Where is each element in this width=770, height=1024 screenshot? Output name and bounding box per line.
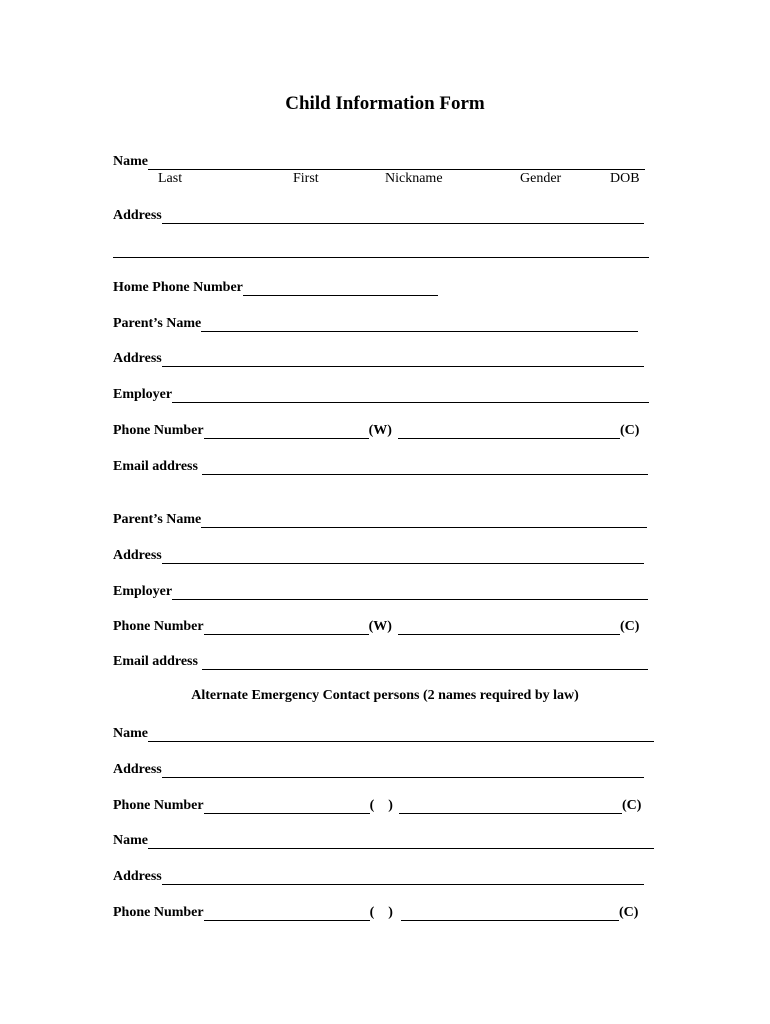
parent2-address-row [113, 546, 644, 564]
emergency1-phone-row [113, 796, 641, 814]
emergency1-address-field[interactable] [162, 763, 644, 778]
emergency1-address-label: Address [113, 762, 162, 777]
parent2-employer-label: Employer [113, 584, 173, 599]
form-title: Child Information Form [285, 93, 485, 114]
emergency2-address-row [113, 867, 644, 885]
parent1-work-phone-field[interactable] [204, 424, 369, 439]
sublabel-nickname: Nickname [385, 171, 443, 186]
child-address-line-2[interactable] [113, 257, 649, 258]
parent1-employer-row [113, 385, 649, 403]
parent2-name-row [113, 510, 647, 528]
child-name-label: Name [113, 154, 148, 169]
parent2-employer-row [113, 582, 648, 600]
parent1-name-row [113, 314, 638, 332]
parent2-email-label: Email address [113, 654, 198, 669]
child-name-row [113, 152, 645, 170]
parent2-cell-suffix: (C) [619, 619, 640, 634]
emergency1-cell-suffix: (C) [621, 798, 642, 813]
parent2-work-phone-field[interactable] [204, 620, 369, 635]
parent1-name-field[interactable] [201, 317, 638, 332]
child-name-sublabels [0, 171, 770, 189]
parent2-email-row [113, 652, 648, 670]
home-phone-row [113, 278, 438, 296]
child-name-field[interactable] [148, 155, 645, 170]
parent1-phone-row [113, 421, 639, 439]
emergency2-cell-phone-field[interactable] [401, 906, 619, 921]
parent2-phone-label: Phone Number [113, 619, 204, 634]
emergency2-phone-field[interactable] [204, 906, 370, 921]
emergency2-address-field[interactable] [162, 870, 644, 885]
emergency2-name-label: Name [113, 833, 148, 848]
parent1-email-field[interactable] [202, 460, 648, 475]
parent1-email-row [113, 457, 648, 475]
parent2-address-field[interactable] [162, 549, 644, 564]
emergency2-name-row [113, 831, 654, 849]
child-address-field[interactable] [162, 209, 644, 224]
emergency1-name-label: Name [113, 726, 148, 741]
sublabel-last: Last [158, 171, 183, 186]
emergency2-address-label: Address [113, 869, 162, 884]
parent1-employer-label: Employer [113, 387, 173, 402]
sublabel-first: First [293, 171, 319, 186]
emergency2-phone-row [113, 903, 638, 921]
emergency2-paren-mark: ( ) [369, 905, 393, 920]
emergency1-paren-mark: ( ) [369, 798, 393, 813]
parent2-phone-row [113, 617, 639, 635]
parent1-email-label: Email address [113, 459, 198, 474]
emergency1-name-field[interactable] [148, 727, 654, 742]
parent1-employer-field[interactable] [172, 388, 649, 403]
emergency-contacts-heading: Alternate Emergency Contact persons (2 names required by law) [191, 688, 579, 703]
sublabel-dob: DOB [610, 171, 640, 186]
home-phone-field[interactable] [243, 281, 438, 296]
parent2-name-field[interactable] [201, 513, 647, 528]
parent1-phone-label: Phone Number [113, 423, 204, 438]
emergency2-name-field[interactable] [148, 834, 654, 849]
emergency2-cell-suffix: (C) [618, 905, 639, 920]
parent2-cell-phone-field[interactable] [398, 620, 620, 635]
emergency1-phone-field[interactable] [204, 799, 370, 814]
parent1-name-label: Parent’s Name [113, 316, 202, 331]
parent1-cell-phone-field[interactable] [398, 424, 620, 439]
parent2-employer-field[interactable] [172, 585, 648, 600]
emergency1-cell-phone-field[interactable] [399, 799, 622, 814]
child-address-label: Address [113, 208, 162, 223]
parent2-address-label: Address [113, 548, 162, 563]
home-phone-label: Home Phone Number [113, 280, 243, 295]
parent1-work-suffix: (W) [368, 423, 392, 438]
parent1-address-label: Address [113, 351, 162, 366]
parent1-address-field[interactable] [162, 352, 644, 367]
parent2-name-label: Parent’s Name [113, 512, 202, 527]
emergency2-phone-label: Phone Number [113, 905, 204, 920]
parent1-cell-suffix: (C) [619, 423, 640, 438]
parent2-email-field[interactable] [202, 655, 648, 670]
emergency1-address-row [113, 760, 644, 778]
parent1-address-row [113, 349, 644, 367]
emergency1-name-row [113, 724, 654, 742]
sublabel-gender: Gender [520, 171, 562, 186]
child-address-row [113, 206, 644, 224]
parent2-work-suffix: (W) [368, 619, 392, 634]
emergency1-phone-label: Phone Number [113, 798, 204, 813]
